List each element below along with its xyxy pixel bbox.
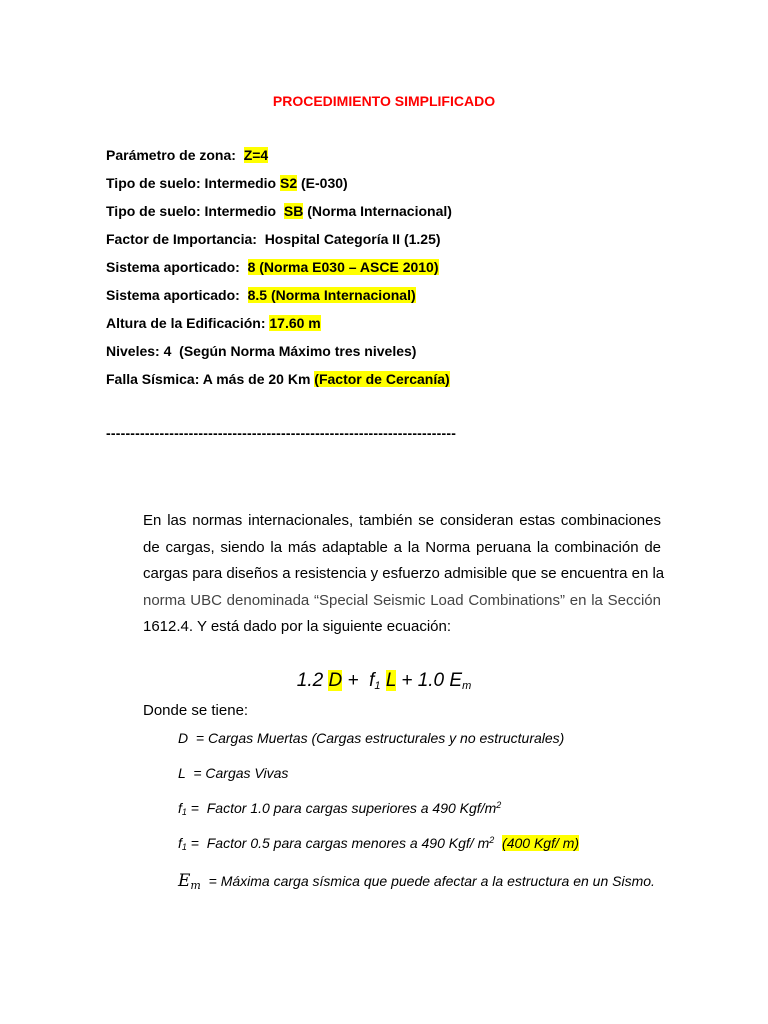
param-highlight: S2 <box>279 175 298 191</box>
definition-live-load <box>178 763 655 798</box>
def-text: = Cargas Vivas <box>185 765 289 781</box>
eq-tail: + 1.0 E <box>396 670 463 691</box>
def-sub: 1 <box>181 842 187 852</box>
eq-factor-sub: 1 <box>374 680 381 692</box>
param-importance <box>106 229 452 257</box>
def-highlight: (400 Kgf/ m) <box>502 835 580 851</box>
def-symbol: L <box>178 765 186 781</box>
eq-coef: 1.2 <box>296 670 329 691</box>
paragraph-line: cargas para diseños a resistencia y esfuerzo admisible que se encuentra en la <box>143 565 665 582</box>
paragraph-line: norma UBC denominada “Special Seismic Load Combinations” en la Sección <box>143 591 661 609</box>
def-symbol <box>178 871 201 891</box>
def-text: = Máxima carga sísmica que puede afectar a la estructura en un Sismo. <box>200 873 655 889</box>
param-highlight: (Factor de Cercanía) <box>314 371 450 387</box>
param-levels <box>106 341 452 369</box>
param-suffix: (Norma Internacional) <box>303 203 452 219</box>
param-soil-international <box>106 201 452 229</box>
definition-seismic-load <box>178 871 655 891</box>
param-soil-e030 <box>106 173 452 201</box>
def-symbol: f <box>178 800 182 816</box>
param-label: Tipo de suelo: Intermedio <box>106 203 284 219</box>
param-highlight: SB <box>283 203 304 219</box>
def-text: = Factor 1.0 para cargas superiores a 490 Kgf/m <box>186 800 497 816</box>
eq-factor: f <box>369 670 375 691</box>
param-label: Factor de Importancia: Hospital Categoría II (1.25) <box>106 231 441 247</box>
parameters-list <box>106 145 452 397</box>
param-label: Falla Sísmica: A más de 20 Km <box>106 371 315 387</box>
def-sup: 2 <box>489 835 495 845</box>
def-symbol: D <box>178 730 189 746</box>
def-symbol-letter: E <box>178 871 191 891</box>
param-highlight: 8 (Norma E030 – ASCE 2010) <box>247 259 439 275</box>
param-system-e030 <box>106 257 452 285</box>
def-sub: 1 <box>181 807 187 817</box>
definition-factor-2 <box>178 833 655 871</box>
paragraph-line: 1612.4. Y está dado por la siguiente ecuación: <box>143 618 452 635</box>
eq-plus: + <box>342 670 370 691</box>
eq-em-sub: m <box>462 680 472 692</box>
def-text: = Cargas Muertas (Cargas estructurales y no estructurales) <box>188 730 565 746</box>
param-label: Sistema aporticado: <box>106 287 248 303</box>
eq-dead-load: D <box>328 670 343 691</box>
param-highlight: 17.60 m <box>269 315 321 331</box>
definitions-list <box>178 728 655 891</box>
load-combination-equation <box>0 670 768 692</box>
def-sup: 2 <box>496 800 502 810</box>
eq-live-load: L <box>385 670 397 691</box>
param-highlight: 8.5 (Norma Internacional) <box>247 287 416 303</box>
paragraph-line: de cargas, siendo la más adaptable a la Norma peruana la combinación de <box>143 538 661 556</box>
param-height <box>106 313 452 341</box>
def-symbol: f <box>178 835 182 851</box>
param-label: Sistema aporticado: <box>106 259 248 275</box>
param-label: Parámetro de zona: <box>106 147 244 163</box>
paragraph-line: En las normas internacionales, también se consideran estas combinaciones <box>143 512 661 529</box>
separator-line: ------------------------------------------------------------------------ <box>106 425 457 441</box>
param-system-international <box>106 285 452 313</box>
param-fault <box>106 369 452 397</box>
param-label: Niveles: 4 (Según Norma Máximo tres niveles) <box>106 343 417 359</box>
param-label: Altura de la Edificación: <box>106 315 270 331</box>
def-text: = Factor 0.5 para cargas menores a 490 Kgf/ m <box>186 835 490 851</box>
definition-factor-1 <box>178 798 655 833</box>
param-label: Tipo de suelo: Intermedio <box>106 175 280 191</box>
body-paragraph <box>143 508 665 641</box>
definitions-intro: Donde se tiene: <box>143 702 249 719</box>
param-zone <box>106 145 452 173</box>
page-title: PROCEDIMIENTO SIMPLIFICADO <box>272 93 496 109</box>
definition-dead-load <box>178 728 655 763</box>
param-highlight: Z=4 <box>243 147 269 163</box>
param-suffix: (E-030) <box>297 175 348 191</box>
def-sub: m <box>190 879 201 892</box>
